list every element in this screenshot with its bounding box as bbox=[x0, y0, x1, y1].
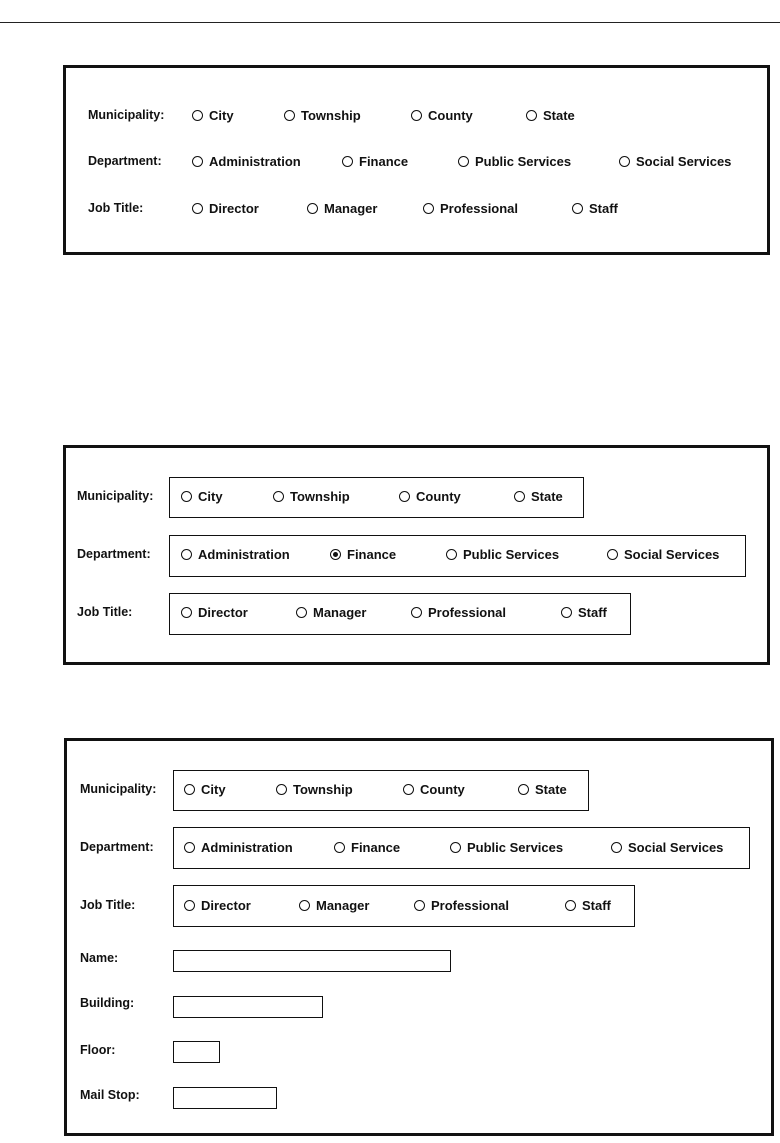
option-label: Social Services bbox=[624, 547, 720, 562]
option-label: Director bbox=[198, 605, 248, 620]
option-label: Staff bbox=[582, 898, 611, 913]
p2-radio-manager[interactable] bbox=[296, 605, 366, 620]
p3-radio-staff[interactable] bbox=[565, 898, 611, 913]
department-label: Department: bbox=[88, 154, 162, 168]
municipality-label: Municipality: bbox=[80, 782, 157, 796]
radio-icon bbox=[611, 842, 622, 853]
p2-radio-social-services[interactable] bbox=[607, 547, 719, 562]
p3-radio-social-services[interactable] bbox=[611, 840, 723, 855]
radio-icon bbox=[607, 549, 618, 560]
radio-icon bbox=[181, 607, 192, 618]
radio-icon bbox=[446, 549, 457, 560]
option-label: Township bbox=[290, 489, 350, 504]
option-label: City bbox=[198, 489, 223, 504]
option-label: Public Services bbox=[463, 547, 560, 562]
department-label: Department: bbox=[77, 547, 151, 561]
radio-icon bbox=[192, 156, 203, 167]
radio-icon bbox=[518, 784, 529, 795]
p3-radio-township[interactable] bbox=[276, 782, 353, 797]
radio-icon bbox=[450, 842, 461, 853]
building-label: Building: bbox=[80, 996, 135, 1010]
radio-icon bbox=[526, 110, 537, 121]
option-label: County bbox=[428, 108, 473, 123]
radio-selected-icon bbox=[330, 549, 341, 560]
p2-radio-township[interactable] bbox=[273, 489, 350, 504]
option-label: Professional bbox=[428, 605, 507, 620]
radio-icon bbox=[307, 203, 318, 214]
radio-icon bbox=[403, 784, 414, 795]
option-label: Social Services bbox=[636, 154, 732, 169]
option-label: Manager bbox=[324, 201, 378, 216]
floor-label: Floor: bbox=[80, 1043, 116, 1057]
p3-radio-public-services[interactable] bbox=[450, 840, 563, 855]
top-rule bbox=[0, 22, 780, 23]
radio-icon bbox=[184, 900, 195, 911]
mail-stop-label: Mail Stop: bbox=[80, 1088, 140, 1102]
option-label: Township bbox=[293, 782, 353, 797]
option-label: Administration bbox=[198, 547, 290, 562]
radio-icon bbox=[414, 900, 425, 911]
p3-radio-manager[interactable] bbox=[299, 898, 369, 913]
option-label: Township bbox=[301, 108, 361, 123]
municipality-label: Municipality: bbox=[77, 489, 154, 503]
option-label: City bbox=[209, 108, 234, 123]
option-label: Public Services bbox=[467, 840, 564, 855]
p2-radio-finance[interactable] bbox=[330, 547, 396, 562]
option-label: Administration bbox=[201, 840, 293, 855]
option-label: Staff bbox=[578, 605, 607, 620]
radio-icon bbox=[399, 491, 410, 502]
option-label: Manager bbox=[316, 898, 370, 913]
radio-icon bbox=[184, 784, 195, 795]
department-label: Department: bbox=[80, 840, 154, 854]
option-label: Finance bbox=[359, 154, 409, 169]
option-label: Professional bbox=[440, 201, 519, 216]
p3-radio-director[interactable] bbox=[184, 898, 251, 913]
p1-radio-director[interactable] bbox=[192, 201, 259, 216]
name-label: Name: bbox=[80, 951, 119, 965]
p1-radio-administration[interactable] bbox=[192, 154, 301, 169]
radio-icon bbox=[299, 900, 310, 911]
building-field[interactable] bbox=[173, 996, 323, 1018]
option-label: City bbox=[201, 782, 226, 797]
radio-icon bbox=[342, 156, 353, 167]
p2-radio-city[interactable] bbox=[181, 489, 223, 504]
job-title-label: Job Title: bbox=[88, 201, 144, 215]
p1-radio-county[interactable] bbox=[411, 108, 473, 123]
p1-radio-manager[interactable] bbox=[307, 201, 377, 216]
option-label: County bbox=[420, 782, 465, 797]
mail-stop-field[interactable] bbox=[173, 1087, 277, 1109]
p3-radio-city[interactable] bbox=[184, 782, 226, 797]
radio-icon bbox=[514, 491, 525, 502]
option-label: Staff bbox=[589, 201, 618, 216]
p3-radio-finance[interactable] bbox=[334, 840, 400, 855]
radio-icon bbox=[565, 900, 576, 911]
radio-icon bbox=[284, 110, 295, 121]
job-title-label: Job Title: bbox=[77, 605, 133, 619]
p3-radio-county[interactable] bbox=[403, 782, 465, 797]
radio-icon bbox=[411, 607, 422, 618]
p1-radio-finance[interactable] bbox=[342, 154, 408, 169]
option-label: Administration bbox=[209, 154, 301, 169]
p2-radio-director[interactable] bbox=[181, 605, 248, 620]
p1-radio-staff[interactable] bbox=[572, 201, 618, 216]
floor-field[interactable] bbox=[173, 1041, 220, 1063]
radio-icon bbox=[184, 842, 195, 853]
radio-icon bbox=[192, 203, 203, 214]
option-label: Finance bbox=[351, 840, 401, 855]
option-label: Public Services bbox=[475, 154, 572, 169]
p1-radio-public-services[interactable] bbox=[458, 154, 571, 169]
municipality-label: Municipality: bbox=[88, 108, 165, 122]
p2-radio-county[interactable] bbox=[399, 489, 461, 504]
option-label: State bbox=[543, 108, 575, 123]
p2-radio-administration[interactable] bbox=[181, 547, 290, 562]
p3-radio-professional[interactable] bbox=[414, 898, 509, 913]
p2-radio-state[interactable] bbox=[514, 489, 563, 504]
radio-icon bbox=[181, 491, 192, 502]
option-label: Manager bbox=[313, 605, 367, 620]
p2-radio-professional[interactable] bbox=[411, 605, 506, 620]
option-label: Finance bbox=[347, 547, 397, 562]
radio-icon bbox=[458, 156, 469, 167]
radio-icon bbox=[273, 491, 284, 502]
radio-icon bbox=[334, 842, 345, 853]
radio-icon bbox=[561, 607, 572, 618]
radio-icon bbox=[411, 110, 422, 121]
p1-radio-city[interactable] bbox=[192, 108, 234, 123]
radio-icon bbox=[423, 203, 434, 214]
p3-radio-state[interactable] bbox=[518, 782, 567, 797]
p1-radio-professional[interactable] bbox=[423, 201, 518, 216]
radio-icon bbox=[276, 784, 287, 795]
p2-radio-public-services[interactable] bbox=[446, 547, 559, 562]
radio-icon bbox=[296, 607, 307, 618]
radio-icon bbox=[572, 203, 583, 214]
name-field[interactable] bbox=[173, 950, 451, 972]
option-label: County bbox=[416, 489, 461, 504]
radio-icon bbox=[619, 156, 630, 167]
option-label: Director bbox=[209, 201, 259, 216]
radio-icon bbox=[192, 110, 203, 121]
option-label: Professional bbox=[431, 898, 510, 913]
p3-radio-administration[interactable] bbox=[184, 840, 293, 855]
option-label: State bbox=[535, 782, 567, 797]
option-label: Social Services bbox=[628, 840, 724, 855]
option-label: Director bbox=[201, 898, 251, 913]
p1-radio-township[interactable] bbox=[284, 108, 361, 123]
p2-radio-staff[interactable] bbox=[561, 605, 607, 620]
radio-icon bbox=[181, 549, 192, 560]
p1-radio-state[interactable] bbox=[526, 108, 575, 123]
p1-radio-social-services[interactable] bbox=[619, 154, 731, 169]
job-title-label: Job Title: bbox=[80, 898, 136, 912]
option-label: State bbox=[531, 489, 563, 504]
